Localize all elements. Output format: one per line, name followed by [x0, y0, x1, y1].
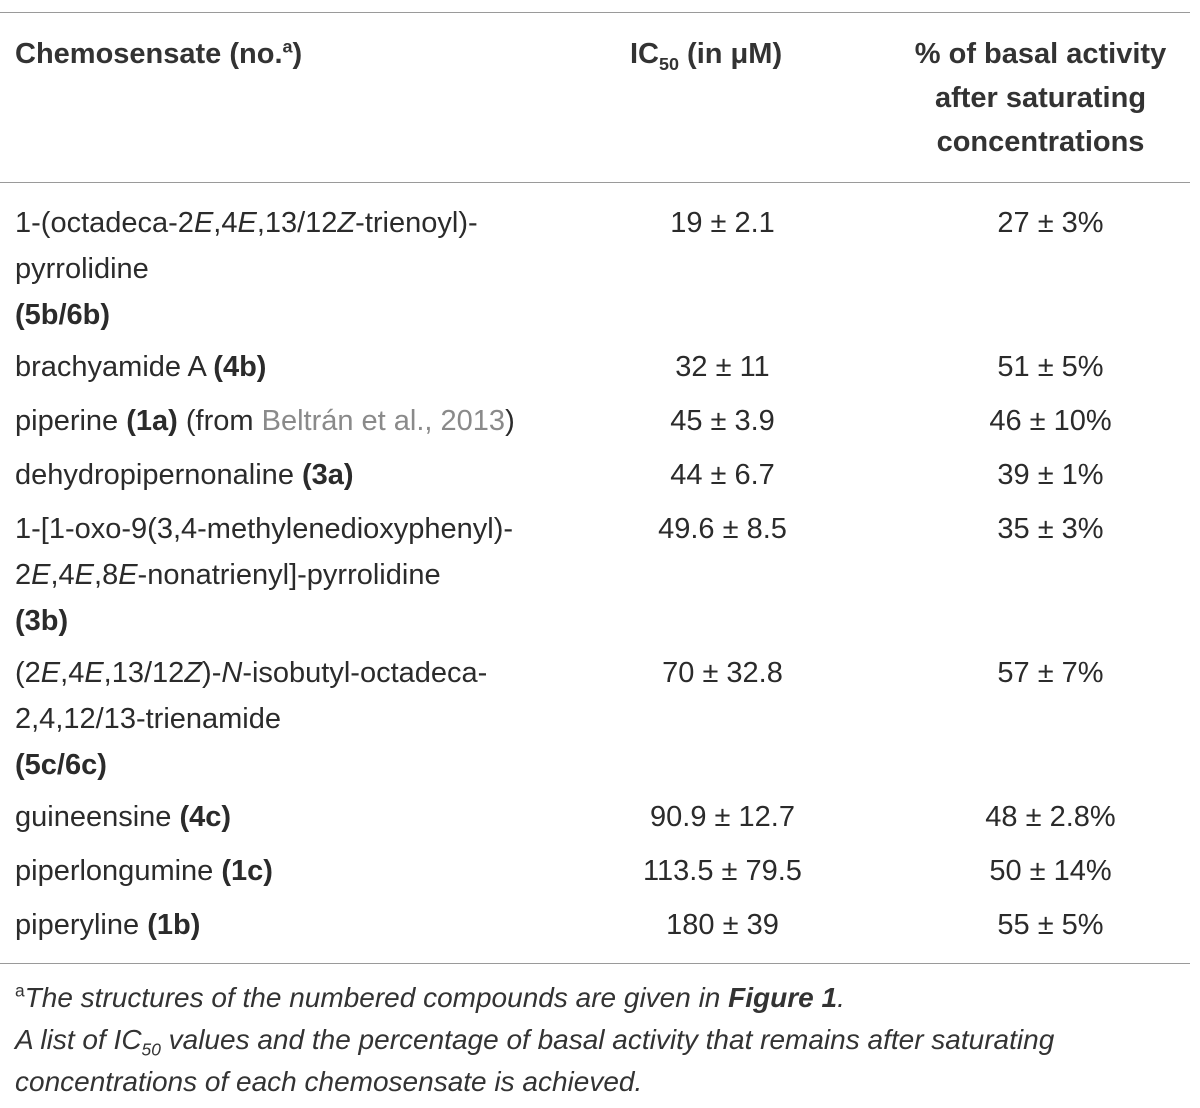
table-bottom-rule	[0, 963, 1190, 964]
basal-activity-value: 55 ± 5%	[997, 909, 1104, 941]
chemosensate-name: piperlongumine (1c)	[15, 855, 273, 887]
header-rule	[0, 182, 1190, 183]
ic50-value: 180 ± 39	[666, 909, 779, 941]
ic50-value: 113.5 ± 79.5	[643, 855, 802, 887]
ic50-value: 19 ± 2.1	[670, 207, 775, 239]
header-ic50: $IC_{50}$ (in μM)	[630, 38, 783, 74]
chemosensate-name: 1-(octadeca-2E,4E,13/12Z-trienoyl)- pyrrolidine (5b/6b)	[15, 207, 478, 331]
ic50-value: 45 ± 3.9	[670, 405, 775, 437]
chemosensate-name: (2E,4E,13/12Z)-N-isobutyl-octadeca- 2,4,12/13-trienamide (5c/6c)	[15, 657, 488, 781]
ic50-value: 90.9 ± 12.7	[650, 801, 795, 833]
basal-activity-value: 51 ± 5%	[997, 351, 1104, 383]
chemosensate-name: 1-[1-oxo-9(3,4-methylenedioxyphenyl)- 2E,4E,8E-nonatrienyl]-pyrrolidine (3b)	[15, 513, 514, 637]
header-chemosensate: Chemosensate (no.$^a$)	[15, 36, 303, 70]
table-top-rule	[0, 12, 1190, 13]
footnote-caption-cont: concentrations of each chemosensate is achieved.	[15, 1066, 643, 1097]
basal-activity-value: 57 ± 7%	[997, 657, 1104, 689]
chemosensate-name: dehydropipernonaline (3a)	[15, 459, 354, 491]
chemosensate-name: guineensine (4c)	[15, 801, 232, 833]
chemosensate-name: piperyline (1b)	[15, 909, 201, 941]
figure-link[interactable]: Figure 1	[728, 982, 838, 1013]
citation-link[interactable]: Beltrán et al., 2013	[261, 405, 506, 437]
ic50-value: 32 ± 11	[675, 351, 770, 383]
basal-activity-value: 27 ± 3%	[997, 207, 1104, 239]
chemosensate-name: brachyamide A (4b)	[15, 351, 267, 383]
basal-activity-value: 39 ± 1%	[997, 459, 1104, 491]
table-footnote	[15, 977, 1195, 1103]
footnote-caption: A list of $IC_{50}$ values and the percentage of basal activity that remains after saturating	[15, 1024, 1055, 1060]
footnote-structures: $^a$The structures of the numbered compounds are given in Figure 1.	[15, 980, 845, 1013]
ic50-value: 49.6 ± 8.5	[658, 513, 787, 545]
header-basal-activity: % of basal activity after saturating concentrations	[914, 38, 1167, 158]
basal-activity-value: 35 ± 3%	[997, 513, 1104, 545]
chemosensate-name: piperine (1a) (from Beltrán et al., 2013)	[15, 405, 515, 437]
ic50-value: 44 ± 6.7	[670, 459, 775, 491]
ic50-value: 70 ± 32.8	[662, 657, 783, 689]
basal-activity-value: 48 ± 2.8%	[985, 801, 1116, 833]
basal-activity-value: 46 ± 10%	[989, 405, 1112, 437]
basal-activity-value: 50 ± 14%	[989, 855, 1112, 887]
